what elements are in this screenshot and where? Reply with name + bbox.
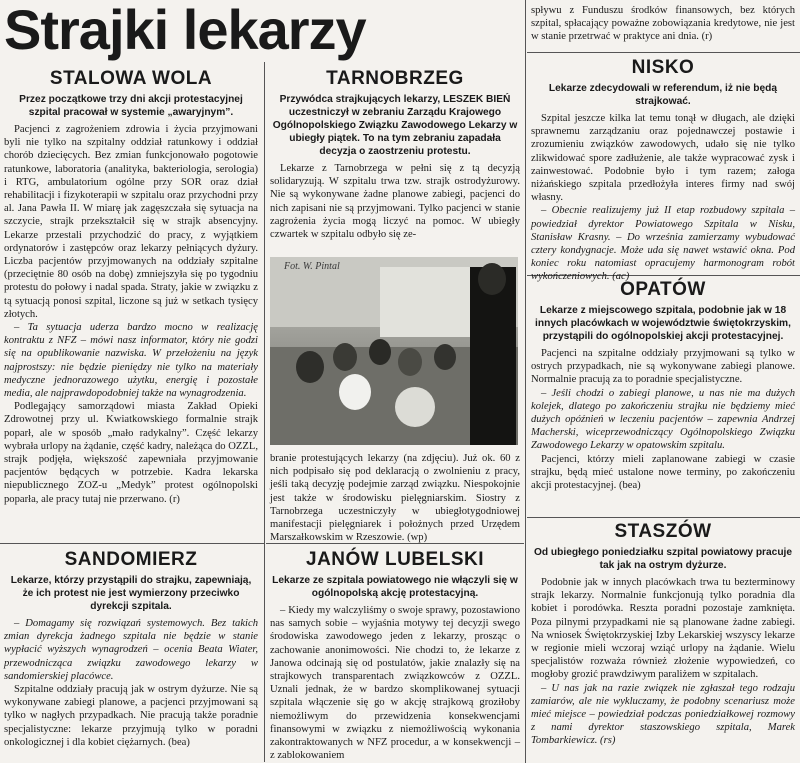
- article-lead: Przez początkowe trzy dni akcji protestacyjnej szpital pracował w systemie „awaryjnym”.: [19, 94, 243, 118]
- paragraph: Pacjenci na szpitalne oddziały przyjmowani są tylko w ostrych przypadkach, nie są wykonywane zabiegi planowe. Normalnie pracują za to poradnie specjalistyczne.: [531, 348, 795, 386]
- column-divider: [264, 62, 265, 762]
- article-body-continued: [270, 452, 520, 544]
- paragraph: Pacjenci, którzy mieli zaplanowane zabiegi w czasie strajku, będą mieć ustalone nowe terminy, po zakończeniu akcji protestacyjnej. (bea): [531, 453, 795, 492]
- section-divider: [0, 543, 264, 544]
- article-body: [4, 123, 258, 506]
- article-heading: NISKO: [631, 57, 695, 78]
- article-heading: TARNOBRZEG: [326, 68, 464, 89]
- meeting-photo-image: [270, 257, 518, 445]
- article-lead: Lekarze, którzy przystąpili do strajku, zapewniają, że ich protest nie jest wymierzony przeciwko dyrekcji szpitala.: [10, 575, 252, 612]
- paragraph: – Domagamy się rozwiązań systemowych. Bez takich zmian dyrekcja żadnego szpitala nie będzie w stanie wypłacić wyższych wynagrodzeń – ocenia Beata Wiater, przewodnicząca związku zawodowego lekarzy w sandomierskiej placówce.: [4, 618, 258, 682]
- paragraph: Podlegający samorządowi miasta Zakład Opieki Zdrowotnej przy ul. Kwiatkowskiego formalnie strajk poparł, ale w sposób „mało radykalny”. Część lekarzy wybrała urlopy na żądanie, część kadry, należąca do OZZL, strajk podjęła, większość zapewniała przyjmowanie pacjentów będących w potrzebie. Kadra lekarska niepublicznego ZOZ-u „Medyk” protest ogólnopolski poparła, ale pracy tutaj nie przerwano. (r): [4, 401, 258, 505]
- article-heading: OPATÓW: [620, 279, 706, 300]
- article-heading: SANDOMIERZ: [64, 549, 198, 570]
- paragraph: Szpital jeszcze kilka lat temu tonął w długach, ale dzięki sprawnemu zarządzaniu oraz pojednawczej postawie i zrozumieniu związków zawodowych, udało się nie tylko zlikwidować spore zadłużenie, ale także wypracować zysk i zainwestować. Podobnie było i tym razem; załoga niżańskiego szpitala przedłożyła interes firmy nad swój własny.: [531, 113, 795, 204]
- photo-credit: Fot. W. Pintal: [284, 261, 340, 272]
- article-opatow: [531, 279, 795, 492]
- article-heading: STALOWA WOLA: [49, 68, 213, 89]
- article-lead: Lekarze z miejscowego szpitala, podobnie jak w 18 innych placówkach w województwie świętokrzyskim, przystąpili do ogólnopolskiej akcji protestacyjnej.: [535, 305, 791, 342]
- article-staszow: [531, 521, 795, 748]
- section-divider: [527, 52, 800, 53]
- article-body: [4, 617, 258, 749]
- column-divider: [525, 0, 526, 763]
- article-lead: Od ubiegłego poniedziałku szpital powiatowy pracuje tak jak na ostrym dyżurze.: [533, 547, 793, 571]
- paragraph: branie protestujących lekarzy (na zdjęciu). Już ok. 60 z nich podpisało się pod deklaracją o zwolnieniu z pracy, jeśli taką decyzję podejmie zarząd związku. Niespokojnie jest także w środowisku pielęgniarskim. Siostry z Tarnobrzega uczestniczyły w ubiegłotygodniowej manifestacji pielęgniarek i położnych przed Urzędem Marszałkowskim w Rzeszowie. (wp): [270, 453, 520, 544]
- article-body: [531, 576, 795, 748]
- article-stalowa-wola: [4, 68, 258, 506]
- article-janow-lubelski: [270, 549, 520, 762]
- article-heading: STASZÓW: [614, 521, 712, 542]
- article-lead: Przywódca strajkujących lekarzy, LESZEK BIEŃ uczestniczył w zebraniu Zarządu Krajowego Ogólnopolskiego Związku Zawodowego Lekarzy w ubiegły piątek. To na tym zebraniu zapadała decyzja o zaostrzeniu protestu.: [272, 94, 518, 157]
- paragraph: – Kiedy my walczyliśmy o swoje sprawy, pozostawiono nas samych sobie – wyjaśnia motywy tej decyzji swego środowiska zawodowego jeden z lekarzy, prosząc o zachowanie anonimowości. Nie chodzi to, że lekarze z Janowa odcinają się od postulatów, jakie znalazły się na strajkowych transparentach związkowców z OZZL. Uznali jednak, że w bardzo skomplikowanej sytuacji szpitala włączenie się go w akcję strajkową groziłoby niemożliwym do przewidzenia konsekwencjami finansowymi w związku z niemożliwością wykonania zakontraktowanych w NFZ procedur, a w konsekwencji – z zablokowaniem: [270, 605, 520, 762]
- section-divider: [527, 517, 800, 518]
- paragraph: Szpitalne oddziały pracują jak w ostrym dyżurze. Nie są wykonywane zabiegi planowe, a pacjenci przyjmowani są tylko w nagłych przypadkach. Nie pracują także poradnie specjalistyczne: lekarze przyjmują tylko w poradni onkologicznej i dla kobiet ciężarnych. (bea): [4, 684, 258, 748]
- article-body: [270, 604, 520, 762]
- page-title: Strajki lekarzy: [4, 0, 366, 61]
- article-nisko: [531, 57, 795, 284]
- paragraph: – Ta sytuacja uderza bardzo mocno w realizację kontraktu z NFZ – mówi nasz informator, który nie godzi się na opublikowanie nazwiska. W przełożeniu na język najprostszy: nie będzie pieniędzy nie tylko na materiały medyczne jednorazowego użytku, energię i pozostałe media, ale najprawdopodobniej także na wynagrodzenia.: [4, 322, 258, 400]
- article-body: [531, 347, 795, 492]
- article-body: [270, 162, 520, 241]
- article-sandomierz: [4, 549, 258, 749]
- paragraph: Pacjenci z zagrożeniem zdrowia i życia przyjmowani byli nie tylko na szpitalny oddział ratunkowy i oddział chorób dziecięcych. Bez zmian funkcjonowało pogotowie ratunkowe, laboratoria (analityka, bakteriologia, serologia) i RTG, ambulatorium ogólne przy SOR oraz dział rehabilitacji i fizykoterapii w szpitalu oraz przychodni przy al. Jana Pawła II. W miarę jak zagęszczała się sytuacja na szczycie, strajk przekształcił się w strajk absencyjny. Lekarze przestali przychodzić do pracy, z wyjątkiem ordynatorów i zastępców oraz lekarzy pełniących dyżury. Liczba pacjentów przyjmowanych na oddziały szpitalne (przeciętnie 80 osób na dobę) zmniejszyła się po tygodniu protestu do połowy i nadal spada. Straty, jakie w związku z tą sytuacją ponosi szpital, liczone są już w setkach tysięcy złotych.: [4, 124, 258, 320]
- article-lead: Lekarze ze szpitala powiatowego nie włączyli się w ogólnopolską akcję protestacyjną.: [272, 575, 518, 599]
- paragraph: – Obecnie realizujemy już II etap rozbudowy szpitala – powiedział dyrektor Powiatowego Szpitala w Nisku, Stanisław Krasny. – Do września zamierzamy wybudować cztery kondygnacje. Może uda się nawet wstawić okna. Pod koniec roku natomiast opracujemy harmonogram robót wykończeniowych. (ac): [531, 205, 795, 283]
- article-lead: Lekarze zdecydowali w referendum, iż nie będą strajkować.: [548, 83, 778, 107]
- article-tarnobrzeg: [270, 68, 520, 241]
- paragraph: spływu z Funduszu środków finansowych, bez których szpital, spłacający poważne zobowiązania kredytowe, nie jest w stanie przetrwać w praktyce ani dnia. (r): [531, 5, 795, 43]
- paragraph: – Jeśli chodzi o zabiegi planowe, u nas nie ma dużych kolejek, dlatego po zakończeniu strajku nie będziemy mieć dużych opóźnień w leczeniu pacjentów – zapewnia Andrzej Macherski, wiceprzewodniczący Ogólnopolskiego Związku Zawodowego Lekarzy w opatowskim szpitalu.: [531, 387, 795, 452]
- article-body: [531, 112, 795, 284]
- paragraph: Lekarze z Tarnobrzega w pełni się z tą decyzją solidaryzują. W szpitalu trwa tzw. strajk ostrodyżurowy. Nie są wykonywane żadne planowe zabiegi, pacjenci do nich zapisani nie są przyjmowani. Tylko pacjenci w stanie zagrożenia życia mogą liczyć na pomoc. W ubiegły czwartek w szpitalu odbyło się ze-: [270, 163, 520, 241]
- article-heading: JANÓW LUBELSKI: [306, 549, 484, 570]
- paragraph: Podobnie jak w innych placówkach trwa tu bezterminowy strajk lekarzy. Normalnie funkcjonują tylko poradnia dla kobiet i porodówka. Reszta poradni pozostaje zamknięta. Poza pilnymi przypadkami nie są planowane żadne zabiegi. Na wniosek Świętokrzyskiej Izby Lekarskiej wszyscy lekarze w regionie mieli wczoraj wziąć urlopy na żądanie. Wielu specjalistów rozważa również złożenie wypowiedzeń, co mogłoby grozić prawdziwym paraliżem w szpitalach.: [531, 577, 795, 681]
- paragraph: – U nas jak na razie związek nie zgłaszał tego rodzaju zamiarów, ale nie wykluczamy, że podobny scenariusz może mieć miejsce – powiedział podczas poniedziałkowej rozmowy z nami dyrektor staszowskiego szpitala, Marek Tombarkiewicz. (rs): [531, 682, 795, 747]
- meeting-photo: [270, 257, 518, 445]
- article-body-continued: [531, 4, 795, 44]
